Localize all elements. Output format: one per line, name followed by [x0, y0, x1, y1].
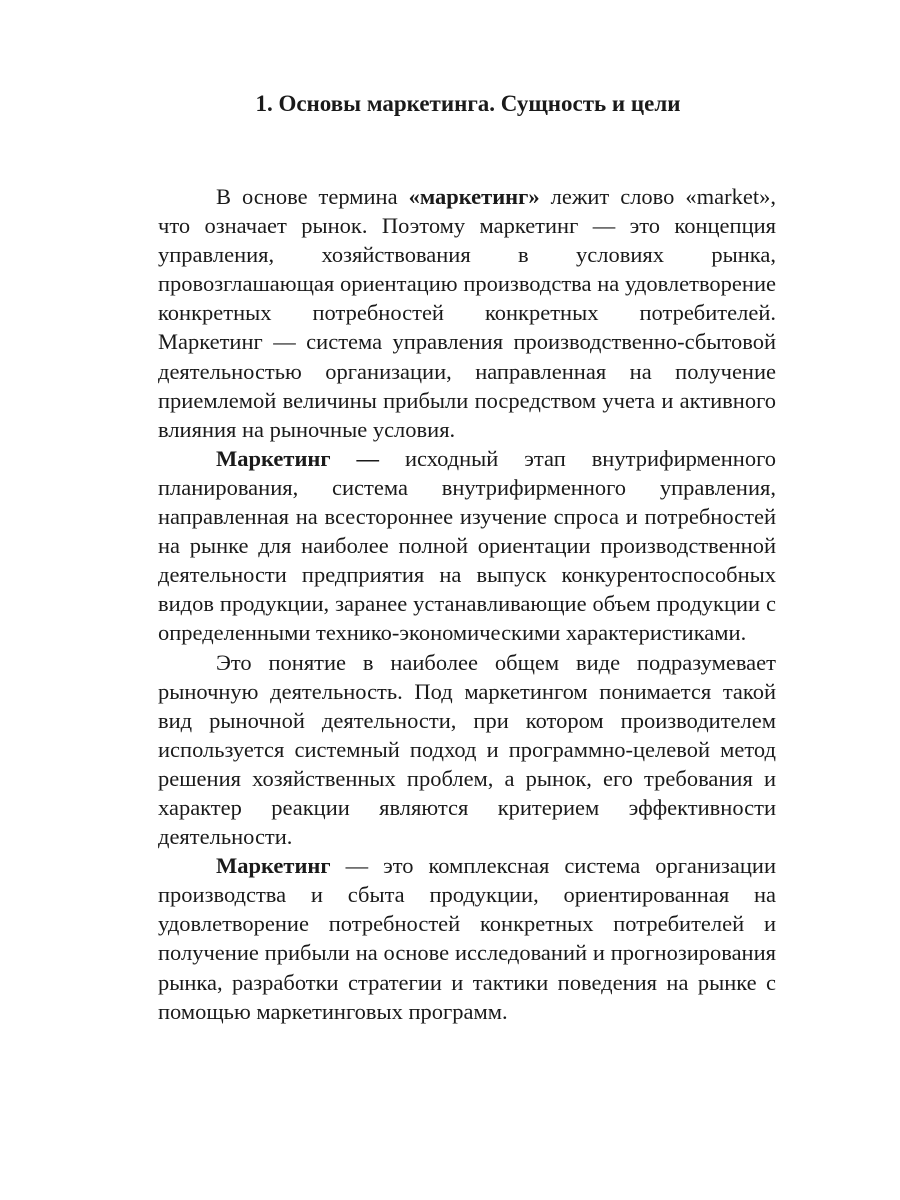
bold-term: «маркетинг»	[408, 184, 540, 209]
paragraph-text: исходный этап внутрифирменного планирования, система внутрифирменного управления, направленная на всестороннее изучение спроса и потребностей на рынке для наиболее полной ориентации производственной деятельности предприятия на выпуск конкурентоспособных видов продукции, заранее устанавливающие объем продукции с определенными технико-экономическими характеристиками.	[158, 445, 777, 646]
bold-term: Маркетинг —	[216, 445, 380, 471]
paragraph-text: — это комплексная система организации производства и сбыта продукции, ориентированная на удовлетворение потребностей конкретных потребителей и получение прибыли на основе исследований и прогнозирования рынка, разработки стратегии и тактики поведения на рынке с помощью маркетинговых программ.	[158, 853, 776, 1024]
paragraph-text: Это понятие в наиболее общем виде подразумевает рыночную деятельность. Под маркетингом понимается такой вид рыночной деятельности, при котором производителем используется системный подход и программно-целевой метод решения хозяйственных проблем, а рынок, его требования и характер реакции являются критерием эффективности деятельности.	[158, 649, 776, 850]
page	[158, 86, 776, 1026]
paragraph-text: В основе термина	[216, 184, 409, 209]
section-title: 1. Основы маркетинга. Сущность и цели	[255, 91, 681, 116]
paragraph-1	[158, 182, 776, 444]
paragraph-4	[158, 851, 776, 1026]
document-body	[158, 182, 776, 1026]
paragraph-3	[158, 648, 776, 852]
bold-term: Маркетинг	[216, 853, 331, 879]
paragraph-text: лежит слово «market», что означает рынок. Поэтому маркетинг — это концепция управления, хозяйствования в условиях рынка, провозглашающая ориентацию производства на удовлетворение конкретных потребностей конкретных потребителей. Маркетинг — система управления производственно-сбытовой деятельностью организации, направленная на получение приемлемой величины прибыли посредством учета и активного влияния на рыночные условия.	[158, 184, 776, 442]
paragraph-2	[158, 444, 776, 648]
